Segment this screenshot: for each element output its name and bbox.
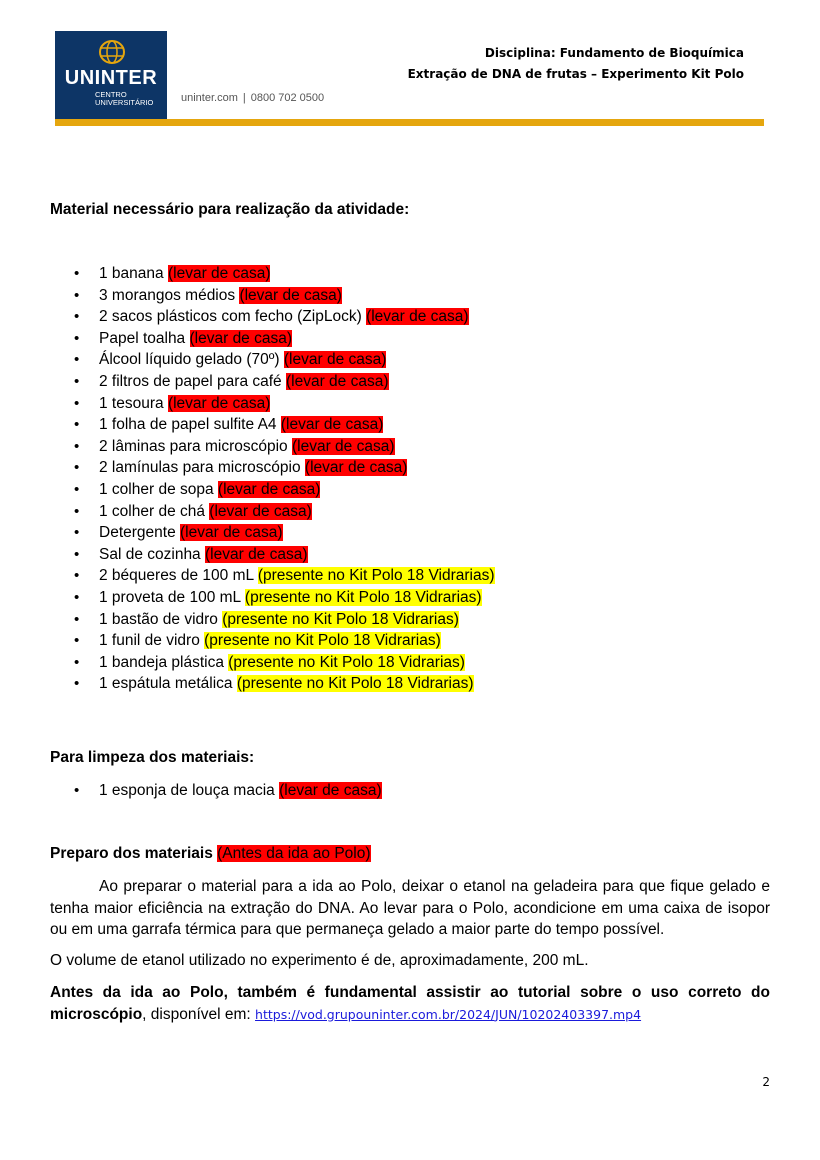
bullet-icon: • [74, 675, 80, 693]
bullet-icon: • [74, 329, 80, 347]
tutorial-available-text: , disponível em: [142, 1005, 256, 1023]
list-item [50, 349, 495, 371]
item-note: (levar de casa) [180, 524, 283, 542]
item-text: 3 morangos médios [99, 286, 240, 304]
header-divider [55, 119, 764, 126]
item-note: (presente no Kit Polo 18 Vidrarias) [244, 588, 482, 606]
item-text: 2 lamínulas para microscópio [99, 459, 305, 477]
item-text: 1 espátula metálica [99, 675, 237, 693]
item-text: Papel toalha [99, 329, 190, 347]
item-note: (levar de casa) [167, 394, 271, 412]
item-text: 2 filtros de papel para café [99, 372, 286, 390]
item-text: Sal de cozinha [99, 545, 205, 563]
item-note: (presente no Kit Polo 18 Vidrarias) [204, 632, 441, 650]
item-note: (levar de casa) [189, 329, 293, 347]
list-item [50, 522, 495, 544]
list-item [50, 371, 495, 393]
bullet-icon: • [74, 632, 80, 650]
item-text: 1 colher de sopa [99, 480, 218, 498]
item-note: (levar de casa) [209, 502, 312, 520]
item-note: (presente no Kit Polo 18 Vidrarias) [257, 567, 495, 585]
item-text: 1 tesoura [99, 394, 168, 412]
prep-heading-text: Preparo dos materiais [50, 845, 218, 862]
cleaning-list [50, 780, 382, 802]
bullet-icon: • [74, 394, 80, 412]
bullet-icon: • [74, 437, 80, 455]
item-text: 1 proveta de 100 mL [99, 588, 245, 606]
item-note: (levar de casa) [205, 545, 308, 563]
prep-paragraph-1: Ao preparar o material para a ida ao Polo, deixar o etanol na geladeira para que fique gelado e tenha maior eficiência na extração do DNA. Ao levar para o Polo, acondicione em uma caixa de isopor ou em uma garrafa térmica para que permaneça gelado a maior parte do tempo possível. [50, 878, 770, 938]
bullet-icon: • [74, 545, 80, 563]
item-note: (levar de casa) [366, 308, 469, 326]
materials-list [50, 263, 495, 695]
list-item [50, 501, 495, 523]
bullet-icon: • [74, 653, 80, 671]
bullet-icon: • [74, 480, 80, 498]
bullet-icon: • [74, 372, 80, 390]
list-item [50, 393, 495, 415]
bullet-icon: • [74, 351, 80, 369]
item-text: 1 banana [99, 265, 168, 282]
item-note: (presente no Kit Polo 18 Vidrarias) [236, 675, 474, 693]
list-item [50, 587, 495, 609]
item-note: (levar de casa) [279, 782, 382, 799]
item-text: 1 funil de vidro [99, 632, 205, 650]
cleaning-heading: Para limpeza dos materiais: [50, 749, 255, 766]
list-item [50, 673, 495, 695]
bullet-icon: • [74, 567, 80, 585]
bullet-icon: • [74, 459, 80, 477]
list-item [50, 780, 382, 802]
list-item [50, 609, 495, 631]
prep-paragraph-3 [50, 982, 770, 1025]
bullet-icon: • [74, 524, 80, 542]
item-text: 1 esponja de louça macia [99, 782, 280, 799]
prep-body [50, 876, 770, 1025]
item-note: (presente no Kit Polo 18 Vidrarias) [222, 610, 459, 628]
tutorial-video-link[interactable]: https://vod.grupouninter.com.br/2024/JUN/10202403397.mp4 [255, 1006, 642, 1022]
experiment-subtitle: Extração de DNA de frutas – Experimento Kit Polo [407, 67, 744, 81]
item-note: (presente no Kit Polo 18 Vidrarias) [228, 653, 465, 671]
bullet-icon: • [74, 308, 80, 326]
bullet-icon: • [74, 286, 80, 304]
list-item [50, 565, 495, 587]
bullet-icon: • [74, 265, 80, 282]
list-item [50, 263, 495, 285]
prep-paragraph-2: O volume de etanol utilizado no experimento é de, aproximadamente, 200 mL. [50, 951, 589, 969]
list-item [50, 457, 495, 479]
item-text: Álcool líquido gelado (70º) [99, 351, 284, 369]
tutorial-notice: Antes da ida ao Polo, também é fundamental assistir ao tutorial sobre o uso correto do microscópio [50, 984, 770, 1023]
item-note: (levar de casa) [280, 416, 384, 434]
bullet-icon: • [74, 502, 80, 520]
contact-info [181, 92, 324, 104]
list-item [50, 328, 495, 350]
item-note: (levar de casa) [167, 265, 271, 282]
discipline-title: Disciplina: Fundamento de Bioquímica [484, 46, 744, 60]
item-text: 1 bandeja plástica [99, 653, 229, 671]
header-titles [408, 43, 744, 85]
contact-separator: | [242, 92, 246, 104]
list-item [50, 436, 495, 458]
bullet-icon: • [74, 588, 80, 606]
item-text: 1 colher de chá [99, 502, 210, 520]
list-item [50, 306, 495, 328]
page-number: 2 [762, 1075, 770, 1089]
list-item [50, 630, 495, 652]
item-note: (levar de casa) [283, 351, 387, 369]
item-text: 1 folha de papel sulfite A4 [99, 416, 281, 434]
logo-subtitle-line1: CENTRO [95, 90, 127, 99]
item-note: (levar de casa) [239, 286, 342, 304]
contact-phone: 0800 702 0500 [250, 92, 325, 104]
logo-brand: UNINTER [64, 67, 158, 89]
list-item [50, 544, 495, 566]
list-item [50, 285, 495, 307]
item-note: (levar de casa) [291, 437, 395, 455]
list-item [50, 414, 495, 436]
bullet-icon: • [74, 610, 80, 628]
bullet-icon: • [74, 416, 80, 434]
list-item [50, 479, 495, 501]
item-text: 2 lâminas para microscópio [99, 437, 292, 455]
logo-subtitle-line2: UNIVERSITÁRIO [95, 98, 154, 107]
item-note: (levar de casa) [285, 372, 389, 390]
bullet-icon: • [74, 782, 80, 799]
item-note: (levar de casa) [304, 459, 408, 477]
prep-heading [50, 845, 371, 863]
item-text: 1 bastão de vidro [99, 610, 223, 628]
uninter-logo [55, 31, 167, 119]
globe-icon [95, 39, 129, 65]
materials-heading: Material necessário para realização da atividade: [50, 201, 410, 218]
item-text: Detergente [99, 524, 180, 542]
list-item [50, 652, 495, 674]
item-note: (levar de casa) [217, 480, 321, 498]
item-text: 2 sacos plásticos com fecho (ZipLock) [99, 308, 367, 326]
prep-heading-note: (Antes da ida ao Polo) [217, 845, 371, 862]
contact-site: uninter.com [181, 92, 238, 104]
item-text: 2 béqueres de 100 mL [99, 567, 258, 585]
